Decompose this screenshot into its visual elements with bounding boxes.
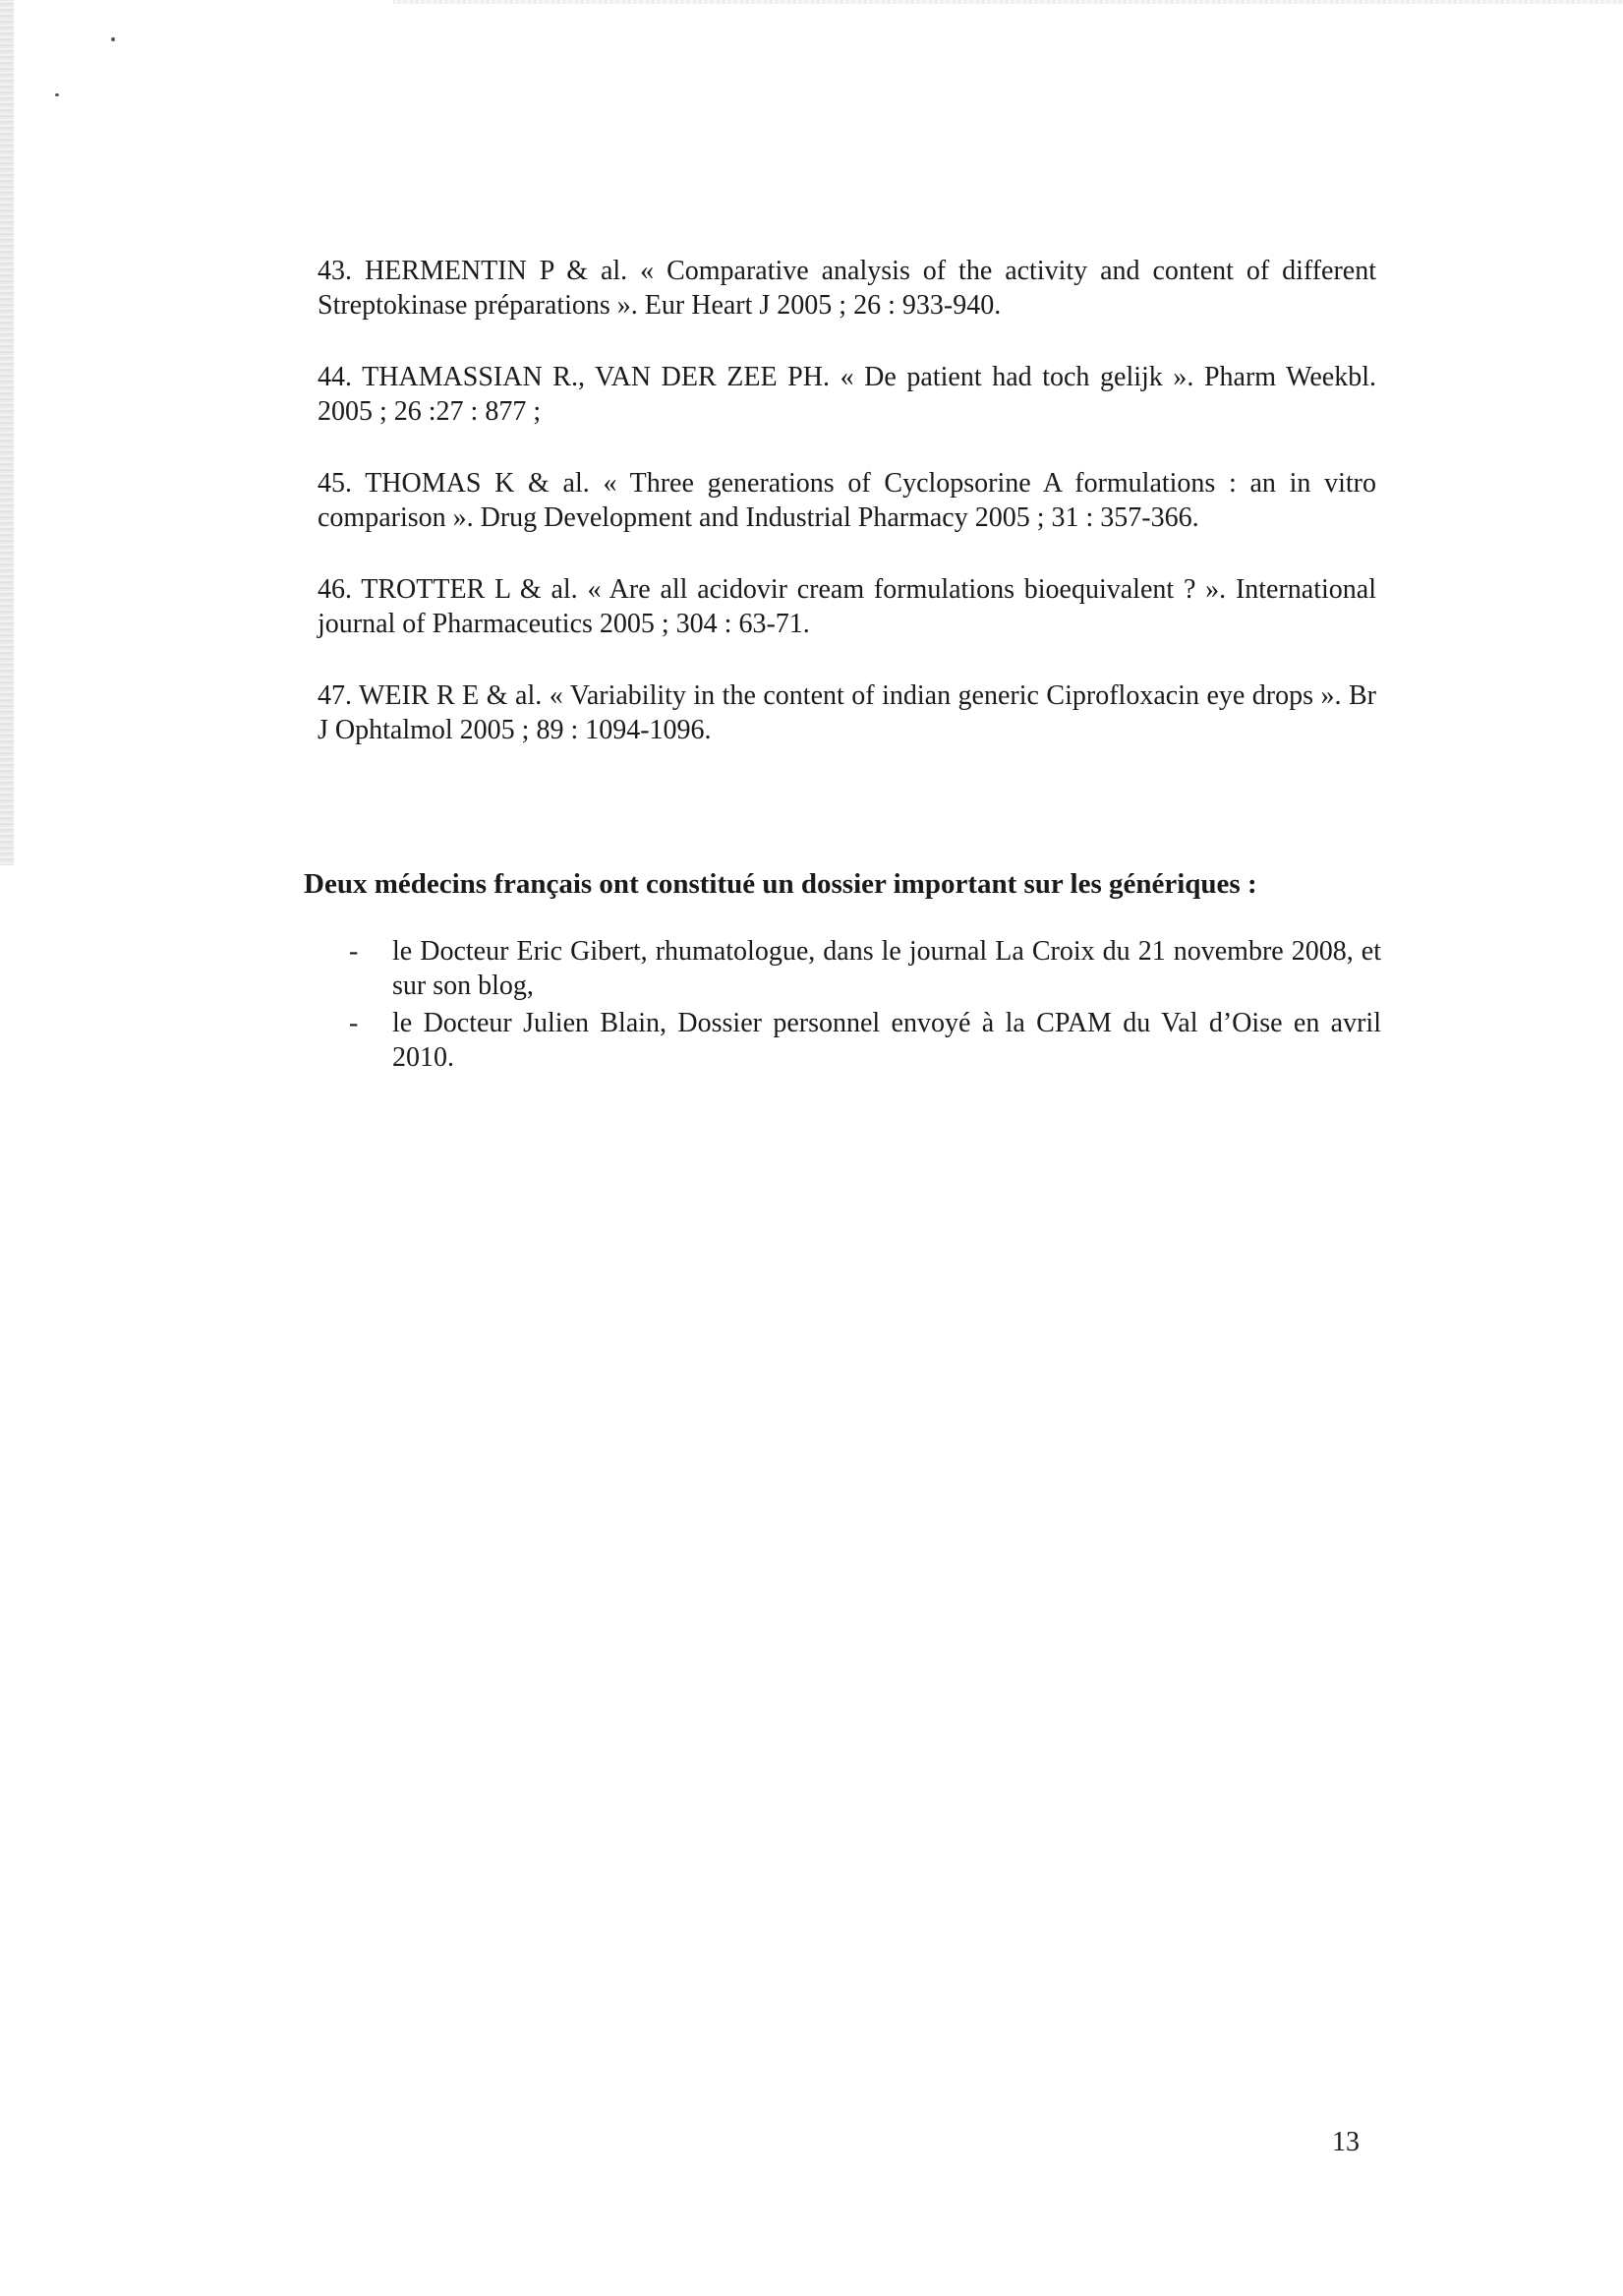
list-item-text: le Docteur Julien Blain, Dossier personnel envoyé à la CPAM du Val d’Oise en avril 2010. — [392, 1008, 1381, 1073]
reference-item — [318, 360, 1376, 429]
reference-list — [318, 254, 1376, 785]
section-heading: Deux médecins français ont constitué un dossier important sur les génériques : — [304, 868, 1257, 900]
reference-number: 44. — [318, 362, 352, 392]
scan-top-artifact — [393, 0, 1623, 4]
list-item — [349, 934, 1381, 1003]
reference-item — [318, 466, 1376, 535]
scan-edge-artifact — [0, 0, 14, 865]
reference-text: WEIR R E & al. « Variability in the content of indian generic Ciprofloxacin eye drops ». Br J Ophtalmol 2005 ; 89 : 1094-1096. — [318, 680, 1376, 745]
reference-number: 47. — [318, 680, 352, 711]
list-item — [349, 1006, 1381, 1075]
reference-number: 43. — [318, 256, 352, 286]
doctor-list — [349, 934, 1381, 1078]
reference-text: HERMENTIN P & al. « Comparative analysis of the activity and content of different Streptokinase préparations ». Eur Heart J 2005 ; 26 : 933-940. — [318, 256, 1376, 321]
bullet-dash: - — [349, 1008, 359, 1038]
reference-item — [318, 254, 1376, 323]
scan-speck — [55, 93, 59, 96]
reference-item — [318, 572, 1376, 641]
reference-text: THAMASSIAN R., VAN DER ZEE PH. « De patient had toch gelijk ». Pharm Weekbl. 2005 ; 26 :27 : 877 ; — [318, 362, 1376, 427]
reference-text: TROTTER L & al. « Are all acidovir cream formulations bioequivalent ? ». International journal of Pharmaceutics 2005 ; 304 : 63-71. — [318, 574, 1376, 639]
reference-text: THOMAS K & al. « Three generations of Cyclopsorine A formulations : an in vitro comparison ». Drug Development and Industrial Pharmacy 2005 ; 31 : 357-366. — [318, 468, 1376, 533]
list-item-text: le Docteur Eric Gibert, rhumatologue, dans le journal La Croix du 21 novembre 2008, et sur son blog, — [392, 936, 1381, 1001]
reference-item — [318, 678, 1376, 747]
reference-number: 46. — [318, 574, 352, 605]
bullet-dash: - — [349, 936, 359, 967]
scan-speck — [111, 37, 115, 41]
reference-number: 45. — [318, 468, 352, 499]
page-number: 13 — [1332, 2127, 1360, 2157]
